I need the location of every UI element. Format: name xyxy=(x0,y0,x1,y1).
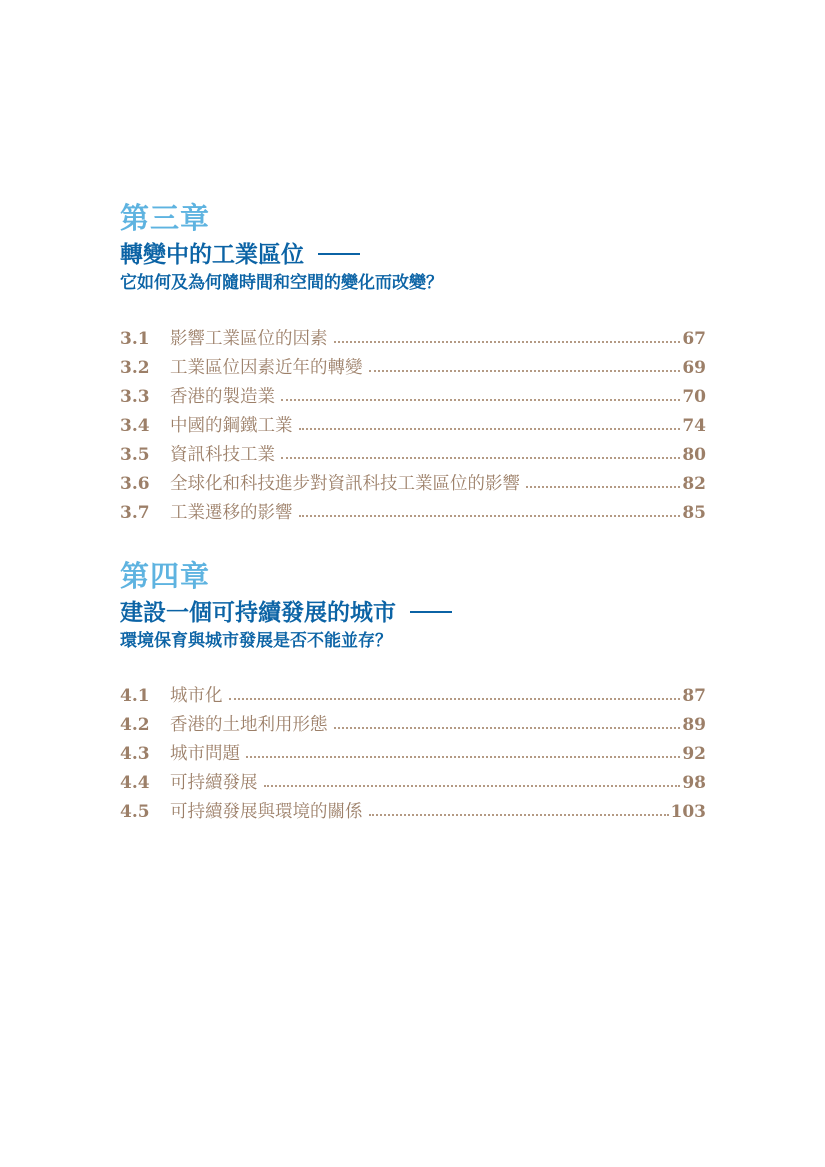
toc-entry-number: 3.7 xyxy=(120,503,150,523)
toc-entry-title: 資訊科技工業 xyxy=(170,445,275,465)
toc-entry[interactable] xyxy=(120,769,706,798)
toc-entry-page: 82 xyxy=(682,474,706,494)
toc-entry-title: 城市問題 xyxy=(170,744,240,764)
toc-entry[interactable] xyxy=(120,470,706,499)
toc-entry-title: 可持續發展 xyxy=(170,773,258,793)
chapter-subtitle: 它如何及為何隨時間和空間的變化而改變？ xyxy=(120,273,443,293)
toc-list xyxy=(120,325,706,528)
toc-entry-number: 4.3 xyxy=(120,744,150,764)
toc-entry-page: 67 xyxy=(682,329,706,349)
dot-leader xyxy=(526,486,680,488)
dot-leader xyxy=(264,785,681,787)
toc-entry[interactable] xyxy=(120,798,706,827)
chapter-title xyxy=(120,598,706,628)
toc-entry-page: 87 xyxy=(682,686,706,706)
toc-entry-number: 4.2 xyxy=(120,715,150,735)
toc-entry-title: 工業區位因素近年的轉變 xyxy=(170,358,363,378)
toc-entry[interactable] xyxy=(120,499,706,528)
toc-entry-page: 69 xyxy=(682,358,706,378)
toc-entry-page: 103 xyxy=(670,802,706,822)
chapter-title xyxy=(120,240,706,270)
chapter-subtitle: 環境保育與城市發展是否不能並存？ xyxy=(120,631,392,651)
dot-leader xyxy=(369,814,669,816)
toc-entry[interactable] xyxy=(120,682,706,711)
toc-entry-title: 中國的鋼鐵工業 xyxy=(170,416,293,436)
dot-leader xyxy=(281,399,680,401)
toc-entry-number: 3.1 xyxy=(120,329,150,349)
toc-entry-title: 城市化 xyxy=(170,686,223,706)
toc-entry-number: 4.1 xyxy=(120,686,150,706)
chapter-section xyxy=(120,198,706,528)
title-dash xyxy=(410,611,452,613)
dot-leader xyxy=(299,515,681,517)
chapter-title-text: 建設一個可持續發展的城市 xyxy=(120,599,396,626)
toc-entry[interactable] xyxy=(120,441,706,470)
toc-entry[interactable] xyxy=(120,711,706,740)
toc-entry-title: 工業遷移的影響 xyxy=(170,503,293,523)
toc-entry[interactable] xyxy=(120,325,706,354)
toc-entry-page: 92 xyxy=(682,744,706,764)
toc-entry-page: 74 xyxy=(682,416,706,436)
toc-entry-number: 3.6 xyxy=(120,474,150,494)
toc-entry-page: 70 xyxy=(682,387,706,407)
toc-entry-title: 香港的土地利用形態 xyxy=(170,715,328,735)
toc-entry-page: 98 xyxy=(682,773,706,793)
toc-entry[interactable] xyxy=(120,412,706,441)
toc-entry-title: 全球化和科技進步對資訊科技工業區位的影響 xyxy=(170,474,520,494)
dot-leader xyxy=(281,457,680,459)
toc-entry-title: 可持續發展與環境的關係 xyxy=(170,802,363,822)
toc-entry[interactable] xyxy=(120,383,706,412)
title-dash xyxy=(318,253,360,255)
toc-entry-title: 影響工業區位的因素 xyxy=(170,329,328,349)
chapter-label: 第四章 xyxy=(120,559,211,593)
toc-entry-number: 3.2 xyxy=(120,358,150,378)
dot-leader xyxy=(299,428,681,430)
dot-leader xyxy=(334,727,681,729)
toc-entry-number: 4.5 xyxy=(120,802,150,822)
toc-entry-title: 香港的製造業 xyxy=(170,387,275,407)
chapter-label: 第三章 xyxy=(120,201,211,235)
chapter-section xyxy=(120,556,706,827)
toc-entry-number: 4.4 xyxy=(120,773,150,793)
toc-entry[interactable] xyxy=(120,354,706,383)
toc-entry-number: 3.4 xyxy=(120,416,150,436)
toc-entry-number: 3.5 xyxy=(120,445,150,465)
dot-leader xyxy=(246,756,680,758)
dot-leader xyxy=(334,341,681,343)
toc-entry-page: 80 xyxy=(682,445,706,465)
toc-entry-page: 89 xyxy=(682,715,706,735)
dot-leader xyxy=(229,698,681,700)
toc-entry[interactable] xyxy=(120,740,706,769)
toc-entry-page: 85 xyxy=(682,503,706,523)
dot-leader xyxy=(369,370,681,372)
toc-entry-number: 3.3 xyxy=(120,387,150,407)
chapter-title-text: 轉變中的工業區位 xyxy=(120,241,304,268)
toc-list xyxy=(120,682,706,827)
